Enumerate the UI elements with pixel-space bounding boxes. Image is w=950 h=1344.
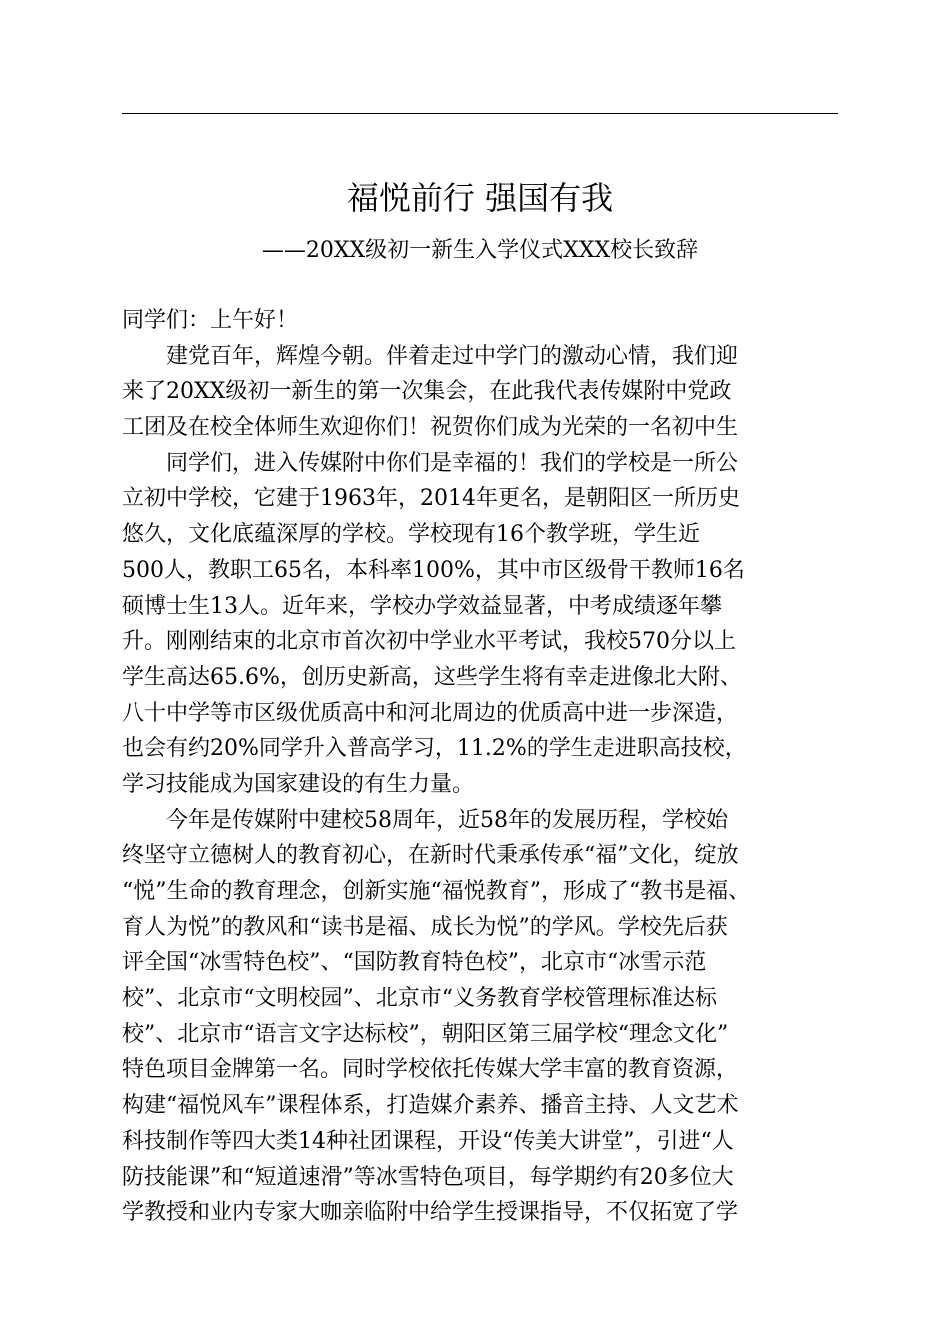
- text-line: 今年是传媒附中建校58周年，近58年的发展历程，学校始: [166, 807, 728, 833]
- text-line: 也会有约20%同学升入普高学习，11.2%的学生走进职高技校，: [122, 736, 747, 762]
- text-line: 构建“福悦风车”课程体系，打造媒介素养、播音主持、人文艺术: [122, 1093, 739, 1119]
- text-line: 建党百年，辉煌今朝。伴着走过中学门的激动心情，我们迎: [166, 343, 739, 369]
- text-line: 悠久，文化底蕴深厚的学校。学校现有16个教学班，学生近: [122, 522, 700, 548]
- text-line: 特色项目金牌第一名。同时学校依托传媒大学丰富的教育资源，: [122, 1057, 739, 1083]
- text-line: “悦”生命的教育理念，创新实施“福悦教育”，形成了“教书是福、: [122, 879, 751, 904]
- text-line: 校”、北京市“语言文字达标校”，朝阳区第三届学校“理念文化”: [122, 1021, 729, 1047]
- document-title: 福悦前行 强国有我: [346, 179, 614, 217]
- text-line: 育人为悦”的教风和“读书是福、成长为悦”的学风。学校先后获: [122, 914, 728, 940]
- text-line: 同学们，进入传媒附中你们是幸福的！我们的学校是一所公: [166, 450, 739, 476]
- text-line: 学习技能成为国家建设的有生力量。: [122, 771, 475, 797]
- header-rule: [122, 113, 838, 114]
- text-line: 学教授和业内专家大咖亲临附中给学生授课指导，不仅拓宽了学: [122, 1200, 739, 1226]
- document-subtitle: ——20XX级初一新生入学仪式XXX校长致辞: [261, 238, 699, 263]
- text-line: 工团及在校全体师生欢迎你们！祝贺你们成为光荣的一名初中生: [122, 415, 739, 441]
- text-line: 立初中学校，它建于1963年，2014年更名，是朝阳区一所历史: [122, 486, 740, 512]
- text-line: 科技制作等四大类14种社团课程，开设“传美大讲堂”，引进“人: [122, 1128, 734, 1154]
- text-line: 八十中学等市区级优质高中和河北周边的优质高中进一步深造，: [122, 700, 739, 726]
- text-line: 评全国“冰雪特色校”、“国防教育特色校”，北京市“冰雪示范: [122, 950, 707, 976]
- text-line: 升。刚刚结束的北京市首次初中学业水平考试，我校570分以上: [122, 629, 736, 655]
- text-line: 终坚守立德树人的教育初心，在新时代秉承传承“福”文化，绽放: [122, 843, 739, 869]
- document-body: [122, 303, 838, 1231]
- text-line: 学生高达65.6%，创历史新高，这些学生将有幸走进像北大附、: [122, 664, 742, 690]
- text-line: 同学们：上午好！: [122, 308, 299, 333]
- text-line: 500人，教职工65名，本科率100%，其中市区级骨干教师16名: [122, 557, 745, 583]
- text-line: 防技能课”和“短道速滑”等冰雪特色项目，每学期约有20多位大: [122, 1164, 734, 1190]
- text-line: 硕博士生13人。近年来，学校办学效益显著，中考成绩逐年攀: [122, 593, 722, 619]
- text-line: 校”、北京市“文明校园”、北京市“义务教育学校管理标准达标: [122, 986, 717, 1012]
- text-line: 来了20XX级初一新生的第一次集会，在此我代表传媒附中党政: [122, 379, 732, 405]
